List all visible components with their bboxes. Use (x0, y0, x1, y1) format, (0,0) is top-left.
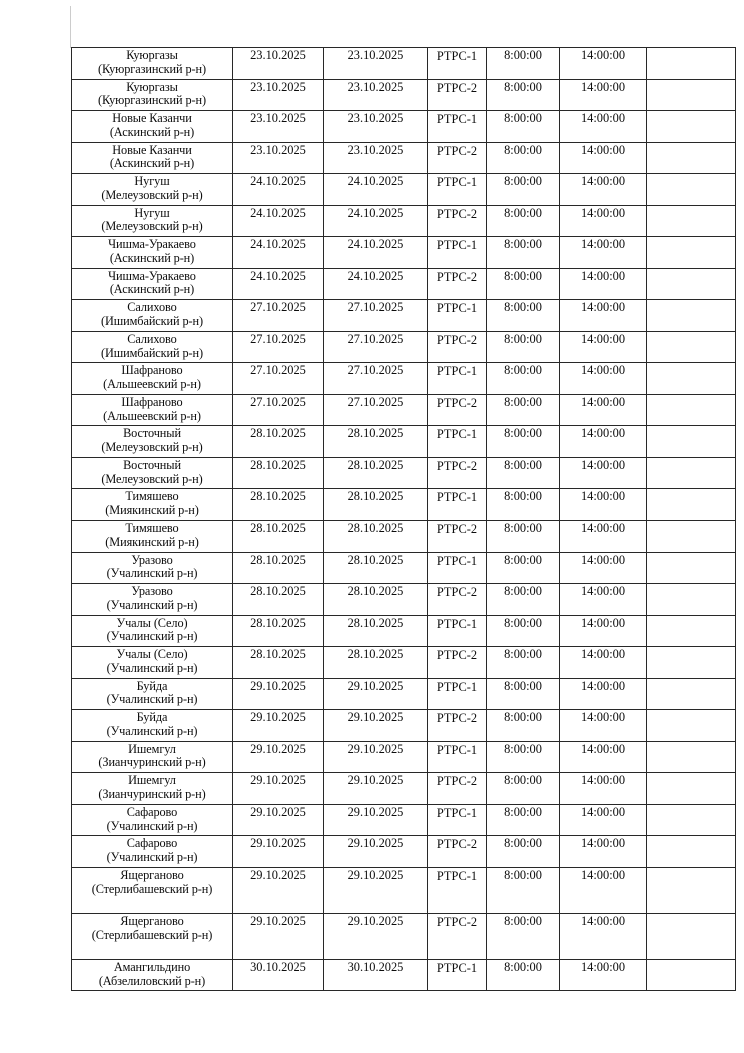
table-row (72, 237, 736, 269)
cell-date-end: 28.10.2025 (324, 647, 428, 679)
cell-date-start: 29.10.2025 (233, 804, 324, 836)
settlement-name: Тимяшево (125, 489, 179, 504)
cell-date-end: 29.10.2025 (324, 710, 428, 742)
table-row (72, 363, 736, 395)
cell-time-end: 14:00:00 (560, 111, 647, 143)
cell-note (647, 457, 736, 489)
table-row (72, 584, 736, 616)
cell-settlement (72, 457, 233, 489)
table-row (72, 804, 736, 836)
cell-time-start: 8:00:00 (487, 79, 560, 111)
cell-date-end: 27.10.2025 (324, 300, 428, 332)
cell-note (647, 584, 736, 616)
cell-settlement (72, 836, 233, 868)
settlement-district: (Мелеузовский р-н) (101, 440, 203, 455)
cell-date-end: 24.10.2025 (324, 268, 428, 300)
cell-transmitter: РТРС-2 (428, 584, 487, 616)
cell-settlement (72, 710, 233, 742)
cell-note (647, 867, 736, 913)
cell-settlement (72, 520, 233, 552)
cell-transmitter: РТРС-1 (428, 867, 487, 913)
cell-transmitter: РТРС-2 (428, 331, 487, 363)
cell-transmitter: РТРС-2 (428, 268, 487, 300)
cell-note (647, 710, 736, 742)
settlement-district: (Зианчуринский р-н) (98, 755, 206, 770)
settlement-district: (Учалинский р-н) (106, 818, 198, 833)
cell-transmitter: РТРС-2 (428, 836, 487, 868)
settlement-district: (Стерлибашевский р-н) (91, 881, 213, 896)
cell-time-start: 8:00:00 (487, 710, 560, 742)
cell-settlement (72, 584, 233, 616)
settlement-district: (Учалинский р-н) (106, 566, 198, 581)
cell-transmitter: РТРС-2 (428, 773, 487, 805)
scan-edge-artifact (70, 6, 71, 48)
cell-date-end: 27.10.2025 (324, 394, 428, 426)
cell-settlement (72, 79, 233, 111)
cell-date-start: 28.10.2025 (233, 457, 324, 489)
cell-time-start: 8:00:00 (487, 678, 560, 710)
cell-date-start: 28.10.2025 (233, 584, 324, 616)
cell-transmitter: РТРС-1 (428, 678, 487, 710)
cell-settlement (72, 913, 233, 959)
cell-time-start: 8:00:00 (487, 741, 560, 773)
cell-settlement (72, 741, 233, 773)
cell-note (647, 426, 736, 458)
cell-time-start: 8:00:00 (487, 773, 560, 805)
settlement-district: (Аскинский р-н) (109, 282, 195, 297)
cell-time-start: 8:00:00 (487, 489, 560, 521)
cell-time-end: 14:00:00 (560, 394, 647, 426)
settlement-district: (Зианчуринский р-н) (98, 786, 206, 801)
cell-note (647, 959, 736, 991)
cell-date-start: 24.10.2025 (233, 174, 324, 206)
cell-note (647, 615, 736, 647)
settlement-name: Амангильдино (113, 959, 191, 974)
table-row (72, 268, 736, 300)
cell-date-end: 29.10.2025 (324, 867, 428, 913)
cell-time-start: 8:00:00 (487, 363, 560, 395)
settlement-district: (Аскинский р-н) (109, 250, 195, 265)
settlement-district: (Ишимбайский р-н) (101, 345, 203, 360)
cell-note (647, 836, 736, 868)
cell-transmitter: РТРС-1 (428, 615, 487, 647)
table-row (72, 647, 736, 679)
settlement-name: Буйда (136, 678, 168, 693)
cell-settlement (72, 142, 233, 174)
cell-date-start: 23.10.2025 (233, 142, 324, 174)
cell-transmitter: РТРС-2 (428, 457, 487, 489)
table-row (72, 520, 736, 552)
settlement-name: Новые Казанчи (112, 142, 192, 157)
settlement-name: Буйда (136, 710, 168, 725)
table-row (72, 959, 736, 991)
cell-time-end: 14:00:00 (560, 268, 647, 300)
table-row (72, 331, 736, 363)
cell-transmitter: РТРС-1 (428, 426, 487, 458)
cell-time-end: 14:00:00 (560, 959, 647, 991)
cell-time-start: 8:00:00 (487, 394, 560, 426)
cell-date-start: 24.10.2025 (233, 268, 324, 300)
cell-date-end: 29.10.2025 (324, 804, 428, 836)
cell-date-start: 29.10.2025 (233, 710, 324, 742)
cell-time-end: 14:00:00 (560, 836, 647, 868)
settlement-district: (Альшеевский р-н) (103, 408, 201, 423)
cell-date-end: 29.10.2025 (324, 773, 428, 805)
cell-settlement (72, 111, 233, 143)
cell-time-start: 8:00:00 (487, 804, 560, 836)
settlement-name: Восточный (123, 457, 181, 472)
settlement-name: Новые Казанчи (112, 111, 192, 126)
table-row (72, 394, 736, 426)
cell-transmitter: РТРС-1 (428, 174, 487, 206)
cell-note (647, 237, 736, 269)
cell-date-start: 27.10.2025 (233, 331, 324, 363)
table-row (72, 489, 736, 521)
cell-date-end: 27.10.2025 (324, 363, 428, 395)
cell-settlement (72, 363, 233, 395)
cell-note (647, 363, 736, 395)
cell-note (647, 741, 736, 773)
table-row (72, 205, 736, 237)
table-row (72, 48, 736, 80)
cell-date-start: 27.10.2025 (233, 363, 324, 395)
table-row (72, 710, 736, 742)
cell-transmitter: РТРС-1 (428, 804, 487, 836)
cell-settlement (72, 615, 233, 647)
cell-time-end: 14:00:00 (560, 48, 647, 80)
broadcast-maintenance-schedule-table (71, 47, 736, 991)
cell-time-end: 14:00:00 (560, 300, 647, 332)
cell-time-start: 8:00:00 (487, 331, 560, 363)
settlement-name: Ящерганово (120, 867, 184, 882)
cell-date-start: 28.10.2025 (233, 552, 324, 584)
settlement-name: Нугуш (134, 205, 170, 220)
cell-settlement (72, 773, 233, 805)
cell-note (647, 804, 736, 836)
cell-settlement (72, 268, 233, 300)
settlement-name: Чишма-Уракаево (108, 237, 196, 252)
cell-note (647, 268, 736, 300)
cell-settlement (72, 237, 233, 269)
table-body (72, 48, 736, 991)
cell-settlement (72, 489, 233, 521)
settlement-district: (Куюргазинский р-н) (97, 61, 207, 76)
cell-time-start: 8:00:00 (487, 615, 560, 647)
cell-time-end: 14:00:00 (560, 741, 647, 773)
cell-time-start: 8:00:00 (487, 205, 560, 237)
cell-settlement (72, 300, 233, 332)
cell-time-start: 8:00:00 (487, 584, 560, 616)
cell-date-end: 28.10.2025 (324, 520, 428, 552)
cell-time-end: 14:00:00 (560, 174, 647, 206)
settlement-name: Чишма-Уракаево (108, 268, 196, 283)
cell-settlement (72, 426, 233, 458)
cell-settlement (72, 959, 233, 991)
cell-note (647, 205, 736, 237)
cell-time-end: 14:00:00 (560, 584, 647, 616)
cell-date-start: 29.10.2025 (233, 836, 324, 868)
cell-transmitter: РТРС-1 (428, 300, 487, 332)
cell-time-start: 8:00:00 (487, 552, 560, 584)
cell-date-start: 27.10.2025 (233, 394, 324, 426)
cell-date-start: 24.10.2025 (233, 237, 324, 269)
settlement-name: Учалы (Село) (116, 615, 188, 630)
settlement-name: Шафраново (121, 363, 183, 378)
cell-date-start: 23.10.2025 (233, 48, 324, 80)
cell-date-end: 30.10.2025 (324, 959, 428, 991)
cell-time-end: 14:00:00 (560, 363, 647, 395)
cell-note (647, 174, 736, 206)
cell-time-start: 8:00:00 (487, 300, 560, 332)
cell-time-end: 14:00:00 (560, 79, 647, 111)
cell-date-end: 28.10.2025 (324, 426, 428, 458)
cell-transmitter: РТРС-2 (428, 79, 487, 111)
cell-time-start: 8:00:00 (487, 959, 560, 991)
settlement-name: Ишемгул (128, 741, 176, 756)
cell-date-start: 29.10.2025 (233, 741, 324, 773)
table-row (72, 174, 736, 206)
cell-note (647, 489, 736, 521)
cell-transmitter: РТРС-1 (428, 552, 487, 584)
cell-time-end: 14:00:00 (560, 489, 647, 521)
table-row (72, 615, 736, 647)
table-row (72, 111, 736, 143)
cell-time-end: 14:00:00 (560, 426, 647, 458)
cell-date-end: 29.10.2025 (324, 741, 428, 773)
cell-time-end: 14:00:00 (560, 913, 647, 959)
cell-note (647, 331, 736, 363)
cell-transmitter: РТРС-2 (428, 520, 487, 552)
cell-date-end: 28.10.2025 (324, 552, 428, 584)
cell-transmitter: РТРС-1 (428, 489, 487, 521)
settlement-name: Уразово (131, 584, 173, 599)
settlement-name: Сафарово (126, 804, 178, 819)
cell-transmitter: РТРС-2 (428, 394, 487, 426)
table-row (72, 142, 736, 174)
settlement-district: (Аскинский р-н) (109, 124, 195, 139)
cell-transmitter: РТРС-1 (428, 48, 487, 80)
settlement-name: Шафраново (121, 394, 183, 409)
cell-time-end: 14:00:00 (560, 457, 647, 489)
cell-time-end: 14:00:00 (560, 331, 647, 363)
settlement-district: (Миякинский р-н) (105, 503, 199, 518)
settlement-district: (Мелеузовский р-н) (101, 471, 203, 486)
cell-time-end: 14:00:00 (560, 647, 647, 679)
settlement-name: Тимяшево (125, 520, 179, 535)
cell-time-end: 14:00:00 (560, 142, 647, 174)
settlement-district: (Учалинский р-н) (106, 660, 198, 675)
cell-time-start: 8:00:00 (487, 111, 560, 143)
cell-transmitter: РТРС-2 (428, 142, 487, 174)
cell-date-end: 28.10.2025 (324, 584, 428, 616)
cell-date-start: 28.10.2025 (233, 520, 324, 552)
cell-transmitter: РТРС-2 (428, 913, 487, 959)
cell-date-end: 23.10.2025 (324, 79, 428, 111)
cell-date-end: 29.10.2025 (324, 913, 428, 959)
cell-date-start: 28.10.2025 (233, 426, 324, 458)
cell-note (647, 552, 736, 584)
cell-time-start: 8:00:00 (487, 457, 560, 489)
cell-date-start: 29.10.2025 (233, 773, 324, 805)
cell-time-end: 14:00:00 (560, 710, 647, 742)
cell-settlement (72, 394, 233, 426)
cell-date-start: 23.10.2025 (233, 111, 324, 143)
settlement-district: (Стерлибашевский р-н) (91, 927, 213, 942)
cell-time-start: 8:00:00 (487, 426, 560, 458)
cell-time-start: 8:00:00 (487, 836, 560, 868)
cell-note (647, 678, 736, 710)
cell-date-start: 28.10.2025 (233, 647, 324, 679)
cell-time-end: 14:00:00 (560, 520, 647, 552)
cell-note (647, 300, 736, 332)
table-row (72, 773, 736, 805)
settlement-district: (Мелеузовский р-н) (101, 219, 203, 234)
settlement-district: (Альшеевский р-н) (103, 377, 201, 392)
cell-date-end: 28.10.2025 (324, 457, 428, 489)
cell-note (647, 142, 736, 174)
cell-date-end: 29.10.2025 (324, 836, 428, 868)
cell-note (647, 394, 736, 426)
settlement-name: Уразово (131, 552, 173, 567)
cell-transmitter: РТРС-1 (428, 741, 487, 773)
cell-date-start: 24.10.2025 (233, 205, 324, 237)
cell-note (647, 111, 736, 143)
settlement-name: Ящерганово (120, 913, 184, 928)
table-row (72, 741, 736, 773)
cell-time-end: 14:00:00 (560, 205, 647, 237)
cell-transmitter: РТРС-2 (428, 710, 487, 742)
cell-transmitter: РТРС-2 (428, 205, 487, 237)
cell-date-start: 28.10.2025 (233, 489, 324, 521)
cell-date-start: 29.10.2025 (233, 913, 324, 959)
cell-note (647, 647, 736, 679)
settlement-district: (Абзелиловский р-н) (98, 973, 206, 988)
cell-settlement (72, 331, 233, 363)
cell-transmitter: РТРС-1 (428, 363, 487, 395)
cell-settlement (72, 48, 233, 80)
cell-note (647, 913, 736, 959)
cell-time-end: 14:00:00 (560, 804, 647, 836)
settlement-name: Куюргазы (126, 48, 178, 62)
cell-time-end: 14:00:00 (560, 678, 647, 710)
cell-date-start: 23.10.2025 (233, 79, 324, 111)
cell-note (647, 773, 736, 805)
cell-date-start: 29.10.2025 (233, 678, 324, 710)
cell-time-start: 8:00:00 (487, 647, 560, 679)
cell-date-end: 23.10.2025 (324, 111, 428, 143)
cell-settlement (72, 867, 233, 913)
cell-date-end: 27.10.2025 (324, 331, 428, 363)
settlement-district: (Учалинский р-н) (106, 692, 198, 707)
table-row (72, 552, 736, 584)
settlement-district: (Учалинский р-н) (106, 723, 198, 738)
settlement-district: (Миякинский р-н) (105, 534, 199, 549)
cell-time-start: 8:00:00 (487, 174, 560, 206)
cell-time-end: 14:00:00 (560, 867, 647, 913)
settlement-name: Нугуш (134, 174, 170, 189)
cell-settlement (72, 205, 233, 237)
settlement-name: Куюргазы (126, 79, 178, 94)
table-row (72, 300, 736, 332)
cell-date-start: 28.10.2025 (233, 615, 324, 647)
cell-note (647, 48, 736, 80)
settlement-district: (Куюргазинский р-н) (97, 93, 207, 108)
cell-time-start: 8:00:00 (487, 142, 560, 174)
settlement-name: Салихово (127, 331, 177, 346)
cell-time-start: 8:00:00 (487, 237, 560, 269)
settlement-name: Восточный (123, 426, 181, 441)
cell-date-start: 27.10.2025 (233, 300, 324, 332)
table-row (72, 867, 736, 913)
table-row (72, 678, 736, 710)
settlement-district: (Учалинский р-н) (106, 597, 198, 612)
cell-date-end: 29.10.2025 (324, 678, 428, 710)
cell-time-start: 8:00:00 (487, 913, 560, 959)
cell-settlement (72, 552, 233, 584)
cell-time-start: 8:00:00 (487, 268, 560, 300)
settlement-district: (Аскинский р-н) (109, 156, 195, 171)
cell-date-start: 30.10.2025 (233, 959, 324, 991)
cell-transmitter: РТРС-1 (428, 959, 487, 991)
cell-date-end: 23.10.2025 (324, 48, 428, 80)
cell-time-end: 14:00:00 (560, 615, 647, 647)
cell-date-end: 24.10.2025 (324, 237, 428, 269)
cell-date-end: 24.10.2025 (324, 205, 428, 237)
settlement-name: Ишемгул (128, 773, 176, 788)
settlement-name: Учалы (Село) (116, 647, 188, 662)
cell-transmitter: РТРС-1 (428, 237, 487, 269)
cell-date-end: 28.10.2025 (324, 489, 428, 521)
cell-note (647, 79, 736, 111)
table-row (72, 426, 736, 458)
cell-date-end: 28.10.2025 (324, 615, 428, 647)
table-row (72, 836, 736, 868)
cell-settlement (72, 678, 233, 710)
cell-time-start: 8:00:00 (487, 520, 560, 552)
table-row (72, 913, 736, 959)
table-row (72, 79, 736, 111)
cell-date-start: 29.10.2025 (233, 867, 324, 913)
settlement-district: (Ишимбайский р-н) (101, 314, 203, 329)
cell-settlement (72, 647, 233, 679)
cell-time-end: 14:00:00 (560, 237, 647, 269)
cell-transmitter: РТРС-1 (428, 111, 487, 143)
settlement-name: Салихово (127, 300, 177, 315)
table-row (72, 457, 736, 489)
cell-transmitter: РТРС-2 (428, 647, 487, 679)
settlement-district: (Мелеузовский р-н) (101, 187, 203, 202)
settlement-name: Сафарово (126, 836, 178, 851)
settlement-district: (Учалинский р-н) (106, 850, 198, 865)
cell-date-end: 23.10.2025 (324, 142, 428, 174)
cell-time-start: 8:00:00 (487, 48, 560, 80)
cell-date-end: 24.10.2025 (324, 174, 428, 206)
cell-settlement (72, 804, 233, 836)
cell-time-start: 8:00:00 (487, 867, 560, 913)
cell-time-end: 14:00:00 (560, 552, 647, 584)
cell-settlement (72, 174, 233, 206)
settlement-district: (Учалинский р-н) (106, 629, 198, 644)
cell-time-end: 14:00:00 (560, 773, 647, 805)
cell-note (647, 520, 736, 552)
